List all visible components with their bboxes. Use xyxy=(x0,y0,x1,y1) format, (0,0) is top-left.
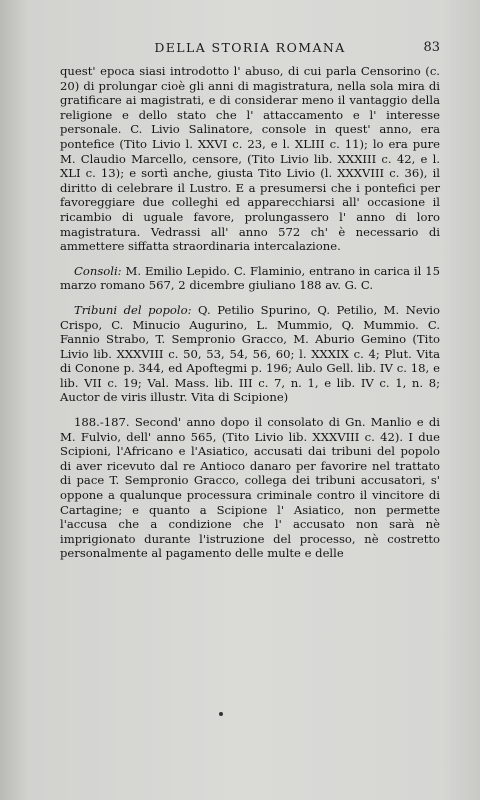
running-head: DELLA STORIA ROMANA xyxy=(154,40,346,55)
page-body xyxy=(60,64,440,571)
paragraph-text: 188.-187. Second' anno dopo il consolato di Gn. Manlio e di M. Fulvio, dell' anno 565, (Tito Livio lib. XXXVIII c. 42). I due Scipioni, l'Africano e l'Asiatico, accusati dai tribuni del popolo di aver ricevuto dal re Antioco danaro per favorire nel trattato di pace T. Sempronio Gracco, collega dei tribuni accusatori, s' oppone a qualunque processura criminale contro il vincitore di Cartagine; e quanto a Scipione l' Asiatico, non permette l'accusa che a condizione che l' accusato non sarà nè imprigionato durante l'istruzione del processo, nè costretto personalmente al pagamento delle multe e delle xyxy=(60,415,440,561)
page-header xyxy=(60,40,440,60)
tribunes-text: Q. Petilio Spurino, Q. Petilio, M. Nevio Crispo, C. Minucio Augurino, L. Mummio, Q. Mummio. C. Fannio Strabo, T. Sempronio Gracco, M. Aburio Gemino (Tito Livio lib. XXXVIII c. 50, 53, 54, 56, 60; l. XXXIX c. 4; Plut. Vita di Conone p. 344, ed Apoftegmi p. 196; Aulo Gell. lib. IV c. 18, e lib. VII c. 19; Val. Mass. lib. III c. 7, n. 1, e lib. IV c. 1, n. 8; Auctor de viris illustr. Vita di Scipione) xyxy=(60,302,440,405)
consuls-text: M. Emilio Lepido. C. Flaminio, entrano in carica il 15 marzo romano 567, 2 dicembre giuliano 188 av. G. C. xyxy=(60,263,440,293)
paragraph-year-188 xyxy=(60,415,440,561)
consuls-label: Consoli: xyxy=(74,263,122,278)
paragraph-tribunes xyxy=(60,303,440,405)
paragraph-intercalation xyxy=(60,64,440,254)
tribunes-label: Tribuni del popolo: xyxy=(74,302,192,317)
page-mark xyxy=(219,712,223,716)
paragraph-text: quest' epoca siasi introdotto l' abuso, di cui parla Censorino (c. 20) di prolungar cioè gli anni di magistratura, nella sola mira di gratificare ai magistrati, e di considerar meno il vantaggio della religione e dello stato che l' attaccamento e l' interesse personale. C. Livio Salinatore, console in quest' anno, era pontefice (Tito Livio l. XXVI c. 23, e l. XLIII c. 11); lo era pure M. Claudio Marcello, censore, (Tito Livio lib. XXXIII c. 42, e l. XLI c. 13); e sortì anche, giusta Tito Livio (l. XXXVIII c. 36), il diritto di celebrare il Lustro. E a presumersi che i pontefici per favoreggiare due colleghi ed apparecchiarsi all' occasione il ricambio di uguale favore, prolungassero l' anno di loro magistratura. Vedrassi all' anno 572 ch' è necessario di ammettere siffatta straordinaria intercalazione. xyxy=(60,64,440,254)
paragraph-consuls xyxy=(60,264,440,293)
page-number: 83 xyxy=(423,40,440,55)
